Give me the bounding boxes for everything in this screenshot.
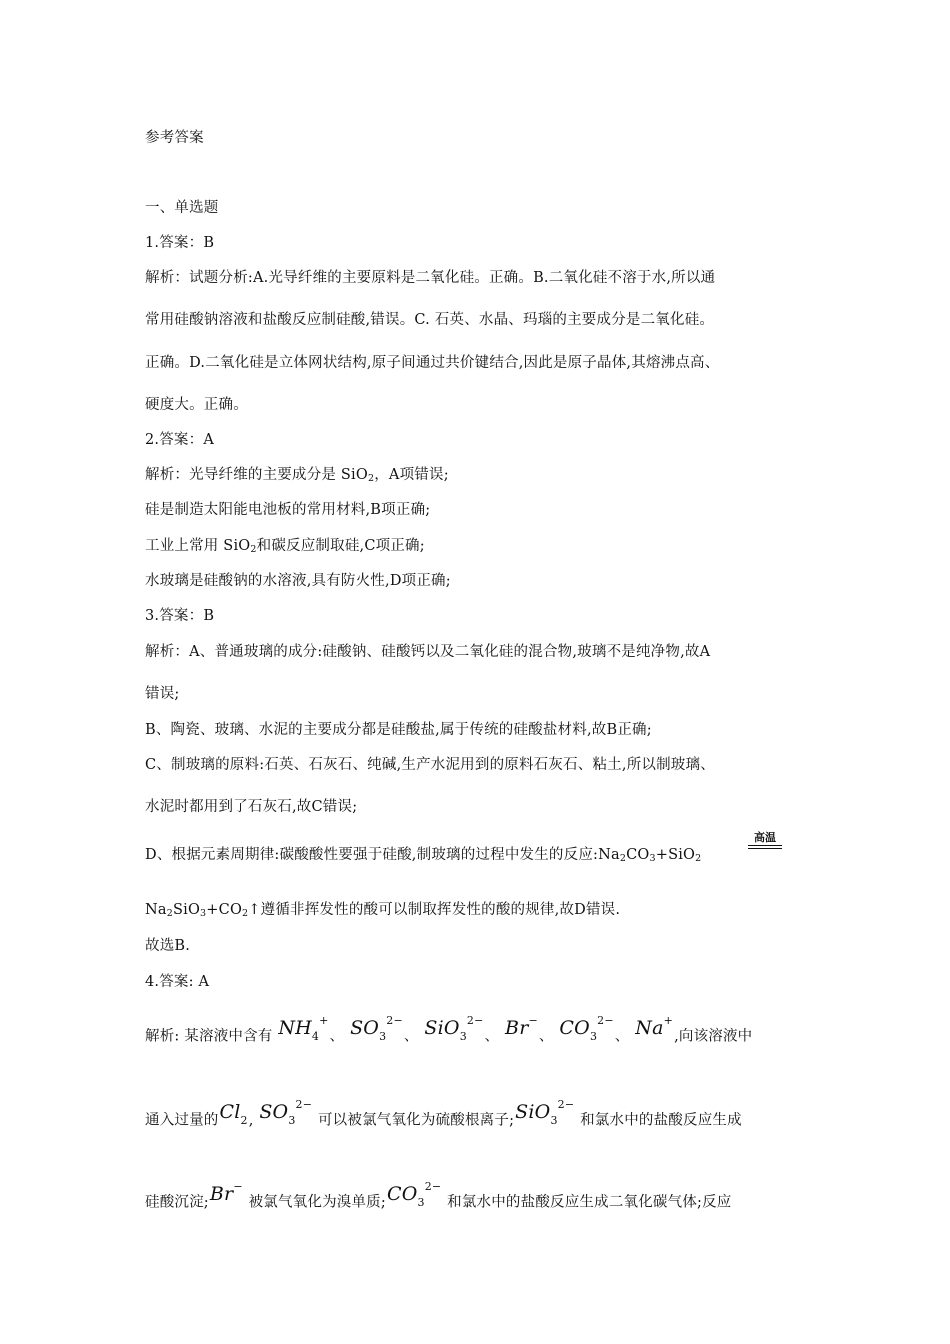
separator: 、 [614, 1028, 630, 1045]
q3-answer: 3.答案：B [145, 608, 215, 624]
ion-co3: $CO_3^{2-}$ [559, 1014, 614, 1044]
condition-label: 高温 [754, 831, 776, 844]
q3-analysis-line: B、陶瓷、玻璃、水泥的主要成分都是硅酸盐,属于传统的硅酸盐材料,故B正确; [145, 722, 652, 738]
q2-text: 解析：光导纤维的主要成分是 SiO [145, 467, 368, 483]
formula-text: CO [626, 847, 650, 863]
ion-so3: $SO_3^{2-}$ [350, 1014, 403, 1044]
q2-text: 工业上常用 SiO [145, 538, 251, 554]
ion-co3: $CO_3^{2-}$ [386, 1180, 442, 1210]
ion-na: Na+ [635, 1014, 674, 1040]
q4-answer: 4.答案: A [145, 974, 210, 990]
q1-analysis-line: 正确。D.二氧化硅是立体网状结构,原子间通过共价键结合,因此是原子晶体,其熔沸点高、 [145, 355, 720, 371]
separator: 、 [538, 1028, 554, 1045]
formula-text: SiO [172, 902, 201, 918]
q2-text: 和碳反应制取硅,C项正确; [256, 538, 425, 554]
q4-text: ,向该溶液中 [674, 1028, 753, 1045]
subscript: 3 [200, 908, 207, 919]
ion-sio3: SiO$_3^{2-}$ [424, 1014, 484, 1044]
q1-answer: 1.答案：B [145, 235, 215, 251]
ion-so3: $SO_3^{2-}$ [259, 1098, 313, 1128]
q2-analysis-line: 硅是制造太阳能电池板的常用材料,B项正确; [145, 502, 431, 518]
subscript: 2 [250, 544, 257, 555]
q2-text: ，A项错误; [374, 467, 449, 483]
q4-analysis-line: 通入过量的$Cl_2$, $SO_3^{2-}$ 可以被氯气氧化为硫酸根离子;SiO$_3^{2-}$ 和氯水中的盐酸反应生成 [145, 1098, 742, 1129]
separator: 、 [403, 1028, 419, 1045]
equals-bar [748, 845, 782, 849]
separator: 、 [329, 1028, 345, 1045]
q3-conclusion: 故选B. [145, 938, 191, 954]
q3-analysis-line: C、制玻璃的原料:石英、石灰石、纯碱,生产水泥用到的原料石灰石、粘土,所以制玻璃、 [145, 757, 715, 773]
subscript: 2 [695, 853, 702, 864]
ion-br: Br− [209, 1180, 243, 1206]
ion-sio3: SiO$_3^{2-}$ [515, 1098, 575, 1128]
ion-nh4: $NH_4^+$ [278, 1014, 329, 1044]
reaction-condition [748, 832, 782, 849]
q4-text: 通入过量的 [145, 1112, 219, 1129]
q1-analysis-line: 硬度大。正确。 [145, 397, 248, 413]
q4-text: 可以被氯气氧化为硫酸根离子; [317, 1112, 515, 1129]
subscript: 2 [242, 908, 249, 919]
formula-text: Na [145, 902, 167, 918]
q3-products-line [145, 900, 620, 924]
formula-text: +SiO [655, 847, 696, 863]
q4-analysis-line [145, 1180, 732, 1218]
q3-analysis-line: 解析：A、普通玻璃的成分:硅酸钠、硅酸钙以及二氧化硅的混合物,玻璃不是纯净物,故A [145, 644, 711, 660]
q2-analysis-line [145, 536, 425, 560]
q2-answer: 2.答案：A [145, 432, 215, 448]
q1-analysis-line: 常用硅酸钠溶液和盐酸反应制硅酸,错误。C. 石英、水晶、玛瑙的主要成分是二氧化硅。 [145, 312, 715, 328]
ion-br: Br− [505, 1014, 538, 1040]
subscript: 2 [367, 473, 375, 484]
q3-text: ↑遵循非挥发性的酸可以制取挥发性的酸的规律,故D错误. [248, 902, 621, 918]
subscript: 3 [649, 853, 656, 864]
section-heading: 一、单选题 [145, 200, 219, 216]
subscript: 2 [166, 908, 173, 919]
page-title: 参考答案 [145, 130, 204, 146]
q3-analysis-line: 错误; [145, 686, 180, 702]
q4-text: 解析: 某溶液中含有 [145, 1028, 273, 1045]
formula-cl2: $Cl_2$ [219, 1101, 248, 1128]
q4-text: 硅酸沉淀; [145, 1194, 209, 1211]
separator: 、 [484, 1028, 500, 1045]
q4-text: 被氯气氧化为溴单质; [248, 1194, 386, 1211]
q4-text: 和氯水中的盐酸反应生成 [580, 1112, 742, 1129]
q2-analysis-line [145, 465, 449, 489]
q4-text: 和氯水中的盐酸反应生成二氧化碳气体;反应 [447, 1194, 732, 1211]
q1-analysis-line: 解析：试题分析:A.光导纤维的主要原料是二氧化硅。正确。B.二氧化硅不溶于水,所以通 [145, 270, 716, 286]
q3-reaction-line [145, 845, 701, 869]
q3-text: D、根据元素周期律:碳酸酸性要强于硅酸,制玻璃的过程中发生的反应:Na [145, 847, 620, 863]
q4-analysis-line [145, 1014, 753, 1052]
subscript: 2 [619, 853, 627, 864]
q2-analysis-line: 水玻璃是硅酸钠的水溶液,具有防火性,D项正确; [145, 573, 451, 589]
formula-text: +CO [206, 902, 243, 918]
q3-analysis-line: 水泥时都用到了石灰石,故C错误; [145, 799, 358, 815]
